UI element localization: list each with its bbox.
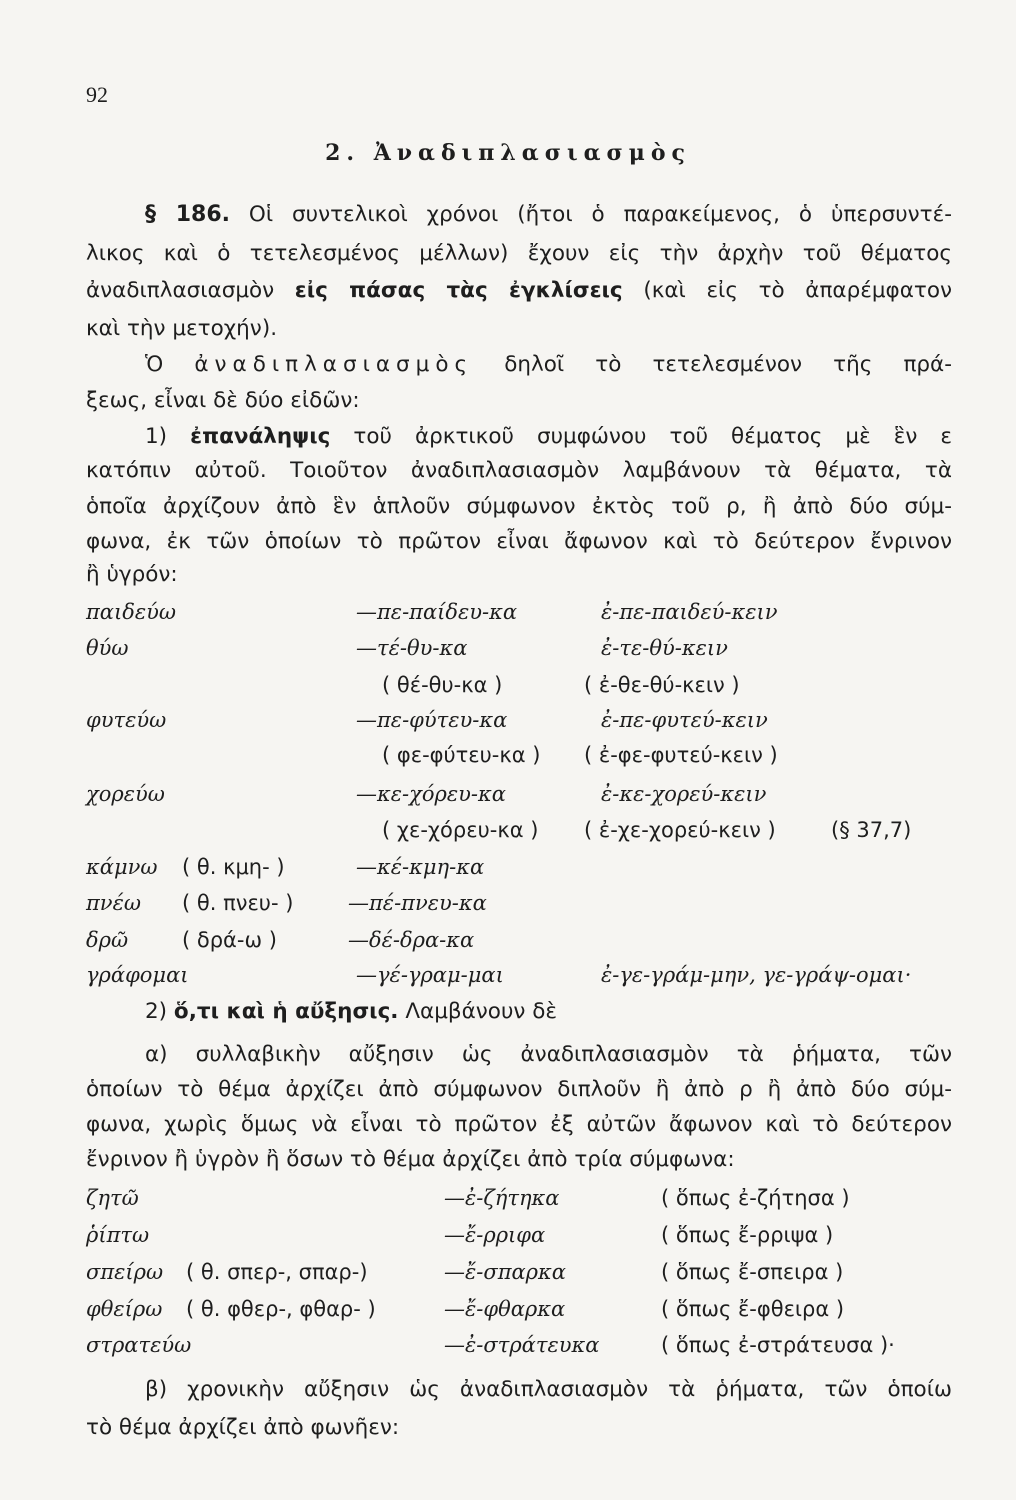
- intro-line-4: καὶ τὴν μετοχήν).: [86, 316, 278, 341]
- comparison-form: ( ὅπως ἔ-σπειρα ): [661, 1260, 844, 1284]
- verb: χορεύω: [86, 782, 165, 806]
- page-number: 92: [86, 82, 108, 107]
- pluperfect-form: ( ἐ-φε-φυτεύ-κειν ): [584, 743, 778, 767]
- verb: κάμνω: [86, 855, 158, 879]
- definition-line-2: ξεως, εἶναι δὲ δύο εἰδῶν:: [86, 388, 360, 413]
- perfect-form: —ἔ-φθαρκα: [444, 1297, 566, 1321]
- table1-row: [86, 779, 966, 809]
- rule2-line-1: [145, 997, 952, 1027]
- verb: σπείρω: [86, 1260, 164, 1284]
- verb: γράφομαι: [86, 963, 189, 987]
- definition-spaced-term: ἀναδιπλασιασμὸς: [194, 352, 474, 377]
- rule1-line-3: ὁποῖα ἀρχίζουν ἀπὸ ἓν ἁπλοῦν σύμφωνον ἐκτὸς τοῦ ρ, ἢ ἀπὸ δύο σύμ-: [86, 494, 952, 519]
- table1-row: [86, 925, 966, 955]
- stem-note: ( θ. κμη- ): [182, 855, 285, 879]
- table2-row: [86, 1294, 966, 1324]
- comparison-form: ( ὅπως ἔ-φθειρα ): [661, 1297, 845, 1321]
- rule2a-line-4: ἔνρινον ἢ ὑγρὸν ἢ ὅσων τὸ θέμα ἀρχίζει ἀπὸ τρία σύμφωνα:: [86, 1147, 735, 1172]
- intro-bold-phrase: εἰς πάσας τὰς ἐγκλίσεις: [294, 278, 623, 303]
- table2-row: [86, 1257, 966, 1287]
- perfect-form: —ἔ-ρριφα: [444, 1223, 546, 1247]
- table2-row: [86, 1183, 966, 1213]
- table2-row: [86, 1220, 966, 1250]
- intro-text-3a: ἀναδιπλασιασμὸν: [86, 278, 275, 303]
- table1-row: [86, 633, 966, 663]
- rule1-line-2: κατόπιν αὐτοῦ. Τοιοῦτον ἀναδιπλασιασμὸν λαμβάνουν τὰ θέματα, τὰ: [86, 458, 952, 483]
- verb: φυτεύω: [86, 708, 167, 732]
- perfect-form: —πε-φύτευ-κα: [356, 708, 508, 732]
- table1-row: [86, 960, 966, 990]
- perfect-form: ( χε-χόρευ-κα ): [382, 818, 539, 842]
- rule2-number: 2): [145, 999, 168, 1024]
- perfect-form: —δέ-δρα-κα: [348, 928, 475, 952]
- table1-row: [86, 670, 966, 700]
- rule2-bold-term: ὅ,τι καὶ ἡ αὔξησις.: [173, 999, 399, 1024]
- verb: ῥίπτω: [86, 1223, 150, 1247]
- verb: φθείρω: [86, 1297, 163, 1321]
- paragraph-number: § 186.: [145, 202, 231, 227]
- table1-row: [86, 852, 966, 882]
- stem-note: ( θ. φθερ-, φθαρ- ): [186, 1297, 376, 1321]
- intro-text-3b: (καὶ εἰς τὸ ἀπαρέμφατον: [643, 278, 952, 303]
- rule2a-line-3: φωνα, χωρὶς ὅμως νὰ εἶναι τὸ πρῶτον ἐξ αὐτῶν ἄφωνον καὶ τὸ δεύτερον: [86, 1112, 952, 1137]
- intro-line-2: λικος καὶ ὁ τετελεσμένος μέλλων) ἔχουν εἰς τὴν ἀρχὴν τοῦ θέματος: [86, 241, 952, 266]
- table1-row: [86, 815, 966, 845]
- comparison-form: ( ὅπως ἐ-στράτευσα )·: [661, 1333, 895, 1357]
- rule1-line-5: ἢ ὑγρόν:: [86, 562, 178, 587]
- stem-note: ( θ. σπερ-, σπαρ-): [186, 1260, 368, 1284]
- perfect-form: —πε-παίδευ-κα: [356, 600, 518, 624]
- perfect-form: —πέ-πνευ-κα: [348, 891, 487, 915]
- perfect-form: —ἐ-ζήτηκα: [444, 1186, 560, 1210]
- verb: στρατεύω: [86, 1333, 192, 1357]
- perfect-form: —ἔ-σπαρκα: [444, 1260, 566, 1284]
- perfect-form: ( φε-φύτευ-κα ): [382, 743, 541, 767]
- definition-article: Ὁ: [145, 352, 164, 377]
- definition-line-1: [145, 350, 952, 380]
- stem-note: ( δρά-ω ): [182, 928, 277, 952]
- verb: θύω: [86, 636, 129, 660]
- perfect-form: —τέ-θυ-κα: [356, 636, 468, 660]
- definition-rest: δηλοῖ τὸ τετελεσμένον τῆς πρά-: [504, 352, 952, 377]
- table1-row: [86, 705, 966, 735]
- verb: πνέω: [86, 891, 141, 915]
- stem-note: ( θ. πνευ- ): [182, 891, 294, 915]
- perfect-form: —κε-χόρευ-κα: [356, 782, 506, 806]
- comparison-form: ( ὅπως ἔ-ρριψα ): [661, 1223, 834, 1247]
- verb: ζητῶ: [86, 1186, 139, 1210]
- intro-line-3: [86, 276, 952, 306]
- pluperfect-form: ἐ-γε-γράμ-μην, γε-γράψ-ομαι·: [601, 963, 912, 987]
- rule2a-line-2: ὁποίων τὸ θέμα ἀρχίζει ἀπὸ σύμφωνον διπλοῦν ἢ ἀπὸ ρ ἢ ἀπὸ δύο σύμ-: [86, 1077, 952, 1102]
- pluperfect-form: ἐ-τε-θύ-κειν: [601, 636, 728, 660]
- rule2b-line-1: β) χρονικὴν αὔξησιν ὡς ἀναδιπλασιασμὸν τὰ ῥήματα, τῶν ὁποίω: [145, 1377, 952, 1402]
- rule2b-line-2: τὸ θέμα ἀρχίζει ἀπὸ φωνῆεν:: [86, 1415, 400, 1440]
- pluperfect-form: ( ἐ-χε-χορεύ-κειν ): [584, 818, 776, 842]
- table1-row: [86, 597, 966, 627]
- pluperfect-form: ἐ-πε-παιδεύ-κειν: [601, 600, 778, 624]
- section-title: 2. Ἀναδιπλασιασμὸς: [325, 140, 691, 166]
- table1-row: [86, 740, 966, 770]
- rule1-bold-term: ἐπανάληψις: [190, 424, 331, 449]
- rule2-rest: Λαμβάνουν δὲ: [405, 999, 558, 1024]
- intro-line-1: [145, 200, 952, 230]
- rule2a-line-1: α) συλλαβικὴν αὔξησιν ὡς ἀναδιπλασιασμὸν τὰ ῥήματα, τῶν: [145, 1042, 952, 1067]
- pluperfect-form: ἐ-πε-φυτεύ-κειν: [601, 708, 768, 732]
- pluperfect-form: ( ἐ-θε-θύ-κειν ): [584, 673, 740, 697]
- verb: παιδεύω: [86, 600, 177, 624]
- verb: δρῶ: [86, 928, 129, 952]
- intro-text-1: Οἱ συντελικοὶ χρόνοι (ἤτοι ὁ παρακείμενος, ὁ ὑπερσυντέ-: [248, 202, 952, 227]
- perfect-form: —γέ-γραμ-μαι: [356, 963, 504, 987]
- rule1-rest: τοῦ ἀρκτικοῦ συμφώνου τοῦ θέματος μὲ ἓν ε: [353, 424, 953, 449]
- comparison-form: ( ὅπως ἐ-ζήτησα ): [661, 1186, 850, 1210]
- rule1-line-4: φωνα, ἐκ τῶν ὁποίων τὸ πρῶτον εἶναι ἄφωνον καὶ τὸ δεύτερον ἔνρινον: [86, 529, 952, 554]
- rule1-line-1: [145, 422, 952, 452]
- perfect-form: ( θέ-θυ-κα ): [382, 673, 503, 697]
- pluperfect-form: ἐ-κε-χορεύ-κειν: [601, 782, 767, 806]
- table1-row: [86, 888, 966, 918]
- perfect-form: —ἐ-στράτευκα: [444, 1333, 600, 1357]
- perfect-form: —κέ-κμη-κα: [356, 855, 485, 879]
- rule1-number: 1): [145, 424, 168, 449]
- section-reference: (§ 37,7): [831, 818, 912, 842]
- table2-row: [86, 1330, 966, 1360]
